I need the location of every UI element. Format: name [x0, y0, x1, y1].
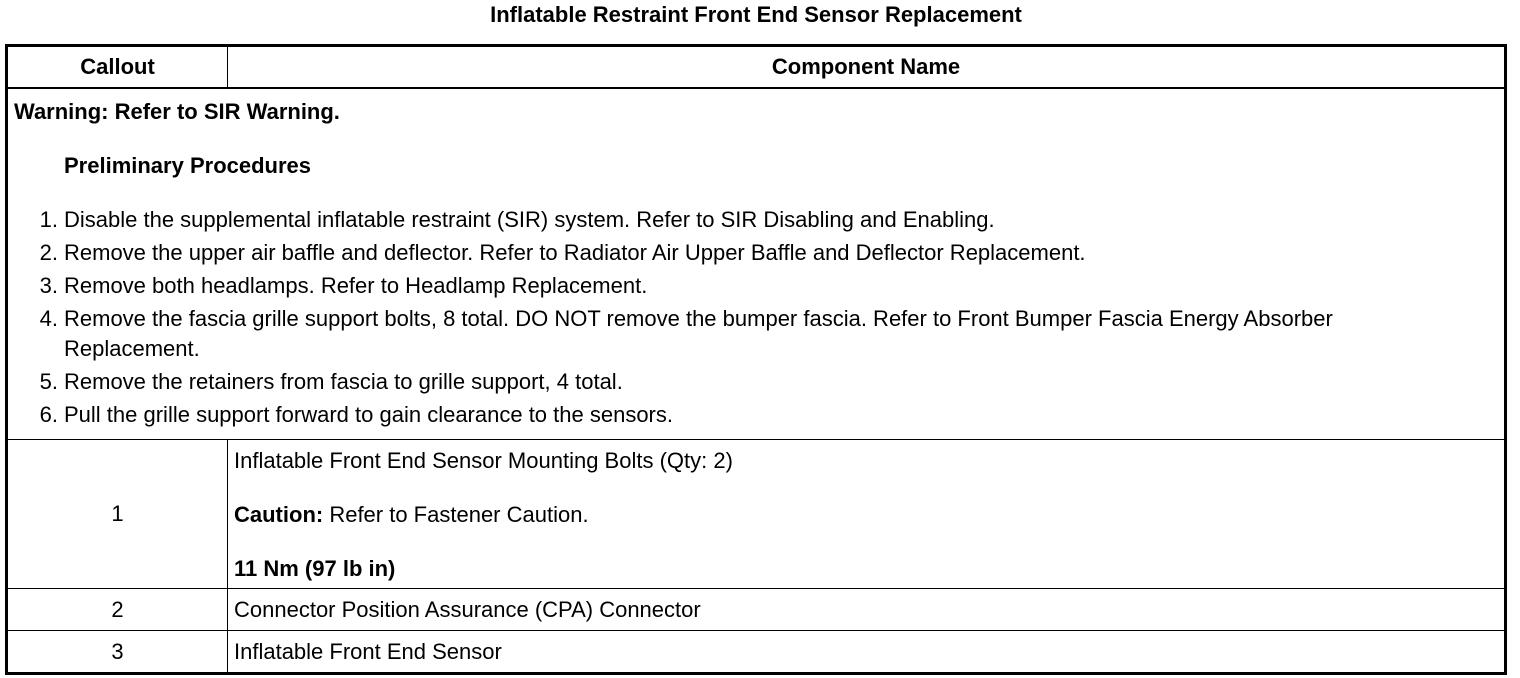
step-number: 5.	[39, 369, 58, 394]
component-name: Inflatable Front End Sensor	[228, 631, 1506, 674]
callout-number: 2	[7, 589, 228, 631]
component-name-column-header: Component Name	[228, 46, 1506, 89]
step-text: Pull the grille support forward to gain clearance to the sensors.	[64, 402, 673, 427]
list-item	[14, 400, 1498, 430]
list-item	[14, 238, 1498, 268]
list-item	[14, 205, 1498, 235]
table-header-row	[7, 46, 1506, 89]
torque-spec: 11 Nm (97 lb in)	[234, 556, 396, 581]
list-item	[14, 304, 1498, 364]
sir-warning: Warning: Refer to SIR Warning.	[14, 99, 340, 124]
table-row	[7, 440, 1506, 589]
caution-text: Refer to Fastener Caution.	[323, 502, 589, 527]
callout-column-header: Callout	[7, 46, 228, 89]
callout-number: 1	[7, 440, 228, 589]
component-name-cell	[228, 440, 1506, 589]
list-item	[14, 367, 1498, 397]
table-row	[7, 589, 1506, 631]
component-name: Inflatable Front End Sensor Mounting Bolts (Qty: 2)	[234, 448, 733, 473]
step-number: 4.	[39, 306, 58, 331]
step-number: 6.	[39, 402, 58, 427]
component-table	[5, 44, 1507, 675]
step-text: Remove the retainers from fascia to grille support, 4 total.	[64, 369, 623, 394]
step-text: Remove the fascia grille support bolts, 8 total. DO NOT remove the bumper fascia. Refer to Front Bumper Fascia Energy Absorber Replacement.	[64, 306, 1333, 361]
preliminary-heading: Preliminary Procedures	[64, 153, 312, 178]
step-number: 3.	[39, 273, 58, 298]
step-number: 2.	[39, 240, 58, 265]
list-item	[14, 271, 1498, 301]
table-row	[7, 631, 1506, 674]
step-text: Remove the upper air baffle and deflector. Refer to Radiator Air Upper Baffle and Deflector Replacement.	[64, 240, 1086, 265]
preliminary-steps-list	[14, 205, 1498, 430]
step-text: Disable the supplemental inflatable restraint (SIR) system. Refer to SIR Disabling and Enabling.	[64, 207, 995, 232]
page-title: Inflatable Restraint Front End Sensor Replacement	[490, 2, 1022, 27]
preliminary-cell	[7, 88, 1506, 440]
caution-label: Caution:	[234, 502, 324, 527]
step-number: 1.	[39, 207, 58, 232]
step-text: Remove both headlamps. Refer to Headlamp Replacement.	[64, 273, 648, 298]
component-name: Connector Position Assurance (CPA) Connector	[228, 589, 1506, 631]
callout-number: 3	[7, 631, 228, 674]
caution-note	[234, 500, 1498, 530]
preliminary-row	[7, 88, 1506, 440]
